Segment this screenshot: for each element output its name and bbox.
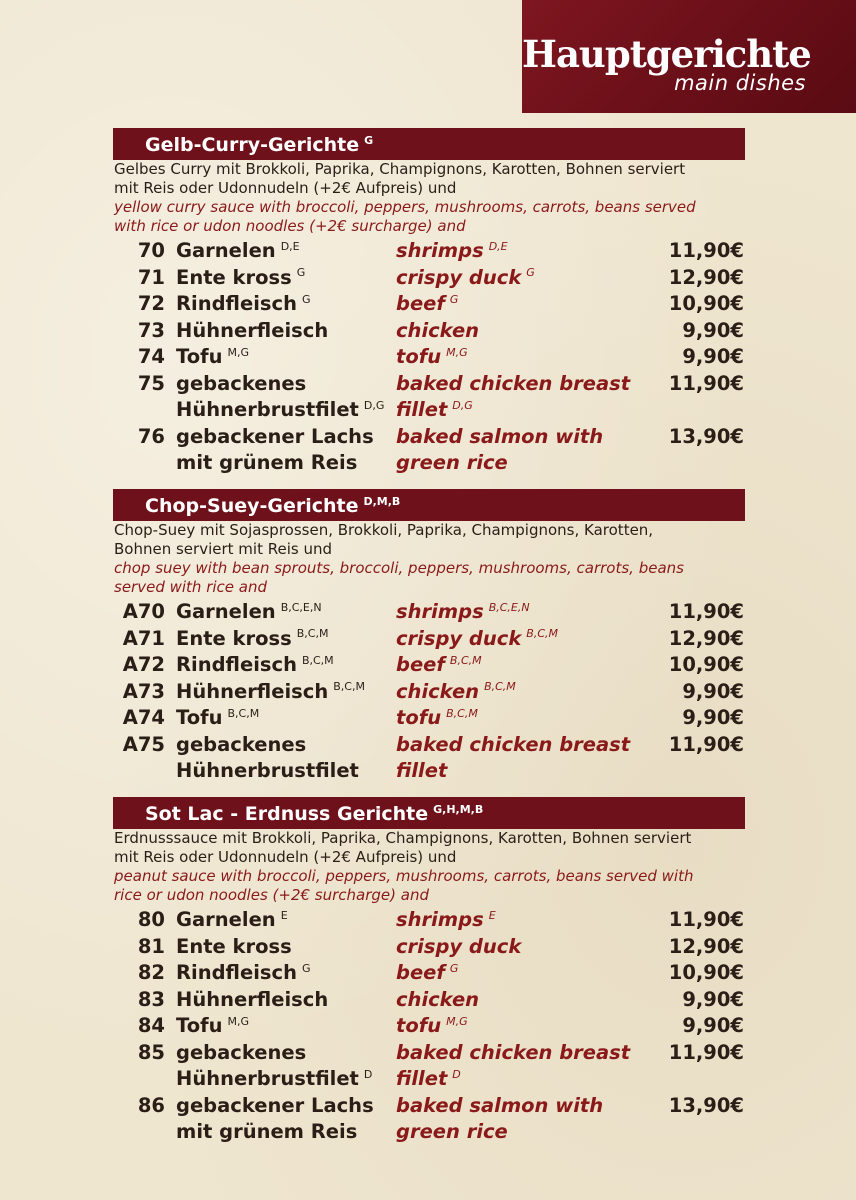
item-price: 9,90€ (682, 679, 744, 703)
menu-item (113, 987, 745, 1014)
item-name-en: baked chicken breast fillet $^D$ (396, 1040, 631, 1090)
menu-section-chop-suey (113, 489, 745, 785)
section-description-en: served with rice and (114, 578, 267, 596)
menu-item (113, 424, 745, 477)
allergen-codes: B,C,M (446, 706, 478, 720)
item-number: 86 (137, 1093, 165, 1117)
item-number: A75 (122, 732, 165, 756)
section-allergen-codes: G (364, 133, 374, 147)
item-name-de: Garnelen $^E$ (176, 908, 288, 931)
menu-item-list (113, 907, 745, 1146)
item-name-en: crispy duck $^{B,C,M}$ (396, 626, 559, 650)
item-price: 10,90€ (668, 961, 744, 984)
item-name-en: shrimps $^E$ (396, 908, 496, 931)
menu-item (113, 626, 745, 653)
section-description-de: mit Reis oder Udonnudeln (+2€ Aufpreis) und (114, 848, 457, 866)
item-name-de: gebackenes Hühnerbrustfilet $^{D,G}$ (176, 371, 385, 421)
menu-item (113, 1013, 745, 1040)
menu-item-list (113, 238, 745, 477)
item-name-en: beef $^G$ (396, 961, 459, 984)
item-name-en: shrimps $^{B,C,E,N}$ (396, 600, 530, 623)
item-number: 73 (137, 318, 165, 342)
menu-item (113, 934, 745, 961)
item-name-de: Ente kross (176, 934, 292, 958)
menu-item (113, 318, 745, 345)
item-name-en: chicken $^{B,C,M}$ (396, 679, 516, 703)
section-allergen-codes: D,M,B (363, 494, 401, 508)
item-name-en: baked chicken breast fillet (396, 732, 631, 782)
menu-item (113, 599, 745, 626)
item-number: A72 (122, 653, 165, 676)
item-number: 85 (137, 1040, 165, 1064)
section-description-en: yellow curry sauce with broccoli, peppers, mushrooms, carrots, beans served (114, 198, 696, 216)
allergen-codes: G (301, 292, 311, 306)
menu-item (113, 265, 745, 292)
allergen-codes: B,C,M (484, 680, 516, 693)
item-name-en: baked salmon with green rice (396, 424, 604, 474)
allergen-codes: E (488, 908, 496, 922)
item-number: A71 (122, 626, 165, 650)
item-name-de: Rindfleisch $^G$ (176, 961, 311, 984)
menu-item (113, 344, 745, 371)
item-name-en: chicken (396, 987, 480, 1011)
item-number: 70 (137, 239, 165, 262)
allergen-codes: D,G (452, 398, 473, 412)
item-price: 9,90€ (682, 318, 744, 342)
allergen-codes: G (526, 266, 535, 279)
item-price: 11,90€ (668, 239, 744, 262)
item-number: A73 (122, 679, 165, 703)
menu-item (113, 652, 745, 679)
item-price: 12,90€ (668, 934, 744, 958)
item-name-en: chicken (396, 318, 480, 342)
item-name-en: baked salmon with green rice (396, 1093, 604, 1143)
section-description-de: Erdnusssauce mit Brokkoli, Paprika, Champignons, Karotten, Bohnen serviert (114, 829, 692, 847)
allergen-codes: D,E (280, 239, 300, 253)
item-name-de: Ente kross $^G$ (176, 265, 306, 289)
section-title: Sot Lac - Erdnuss Gerichte $^{G,H,M,B}$ (145, 802, 484, 825)
menu-item-list (113, 599, 745, 785)
section-description-de: Bohnen serviert mit Reis und (114, 540, 332, 558)
item-price: 11,90€ (668, 600, 744, 623)
item-number: 84 (137, 1014, 165, 1037)
page-subtitle: main dishes (674, 71, 806, 95)
menu-item (113, 238, 745, 265)
allergen-codes: G (449, 961, 459, 975)
section-allergen-codes: G,H,M,B (433, 802, 484, 816)
item-name-de: gebackener Lachs mit grünem Reis (176, 1093, 374, 1143)
section-description-de: Chop-Suey mit Sojasprossen, Brokkoli, Paprika, Champignons, Karotten, (114, 521, 654, 539)
allergen-codes: B,C,M (333, 680, 365, 693)
item-number: 71 (137, 265, 165, 289)
item-name-de: Rindfleisch $^G$ (176, 292, 311, 315)
section-header-bar (113, 489, 745, 521)
header-banner (522, 0, 856, 113)
section-title: Chop-Suey-Gerichte $^{D,M,B}$ (145, 494, 401, 517)
item-name-de: Hühnerfleisch $^{B,C,M}$ (176, 679, 365, 703)
menu-item (113, 960, 745, 987)
item-number: 80 (137, 908, 165, 931)
section-description-en: with rice or udon noodles (+2€ surcharge) and (114, 217, 466, 235)
menu-item (113, 705, 745, 732)
item-price: 9,90€ (682, 706, 744, 729)
item-name-de: Garnelen $^{B,C,E,N}$ (176, 600, 322, 623)
item-number: 83 (137, 987, 165, 1011)
allergen-codes: M,G (446, 345, 468, 359)
item-price: 12,90€ (668, 265, 744, 289)
item-name-de: Ente kross $^{B,C,M}$ (176, 626, 329, 650)
item-number: 82 (137, 961, 165, 984)
allergen-codes: D,G (363, 398, 385, 412)
allergen-codes: G (296, 266, 306, 279)
allergen-codes: B,C,M (449, 653, 482, 667)
item-name-de: gebackenes Hühnerbrustfilet (176, 732, 359, 782)
allergen-codes: D,E (488, 239, 508, 253)
allergen-codes: B,C,M (526, 627, 559, 640)
item-name-en: shrimps $^{D,E}$ (396, 239, 508, 262)
allergen-codes: B,C,M (301, 653, 334, 667)
item-price: 10,90€ (668, 292, 744, 315)
item-name-de: gebackener Lachs mit grünem Reis (176, 424, 374, 474)
item-name-de: Tofu $^{B,C,M}$ (176, 706, 260, 729)
section-header-bar (113, 797, 745, 829)
item-price: 11,90€ (668, 371, 744, 395)
menu-section-peanut (113, 797, 745, 1146)
item-name-en: beef $^{B,C,M}$ (396, 653, 482, 676)
menu-item (113, 1040, 745, 1093)
item-number: 74 (137, 345, 165, 368)
item-price: 11,90€ (668, 908, 744, 931)
item-number: 72 (137, 292, 165, 315)
menu-item (113, 907, 745, 934)
item-name-de: Rindfleisch $^{B,C,M}$ (176, 653, 334, 676)
item-name-de: Tofu $^{M,G}$ (176, 1014, 249, 1037)
allergen-codes: M,G (227, 345, 249, 359)
section-description-en: peanut sauce with broccoli, peppers, mushrooms, carrots, beans served with (114, 867, 694, 885)
item-number: A70 (122, 600, 165, 623)
allergen-codes: D (363, 1067, 373, 1081)
item-name-en: tofu $^{B,C,M}$ (396, 706, 478, 729)
section-header-bar (113, 128, 745, 160)
section-description-de: Gelbes Curry mit Brokkoli, Paprika, Champignons, Karotten, Bohnen serviert (114, 160, 686, 178)
item-number: A74 (122, 706, 165, 729)
item-number: 81 (137, 934, 165, 958)
menu-item (113, 679, 745, 706)
item-name-de: Hühnerfleisch (176, 987, 329, 1011)
item-price: 12,90€ (668, 626, 744, 650)
item-name-de: Tofu $^{M,G}$ (176, 345, 249, 368)
allergen-codes: B,C,E,N (280, 600, 322, 614)
menu-section-yellow-curry (113, 128, 745, 477)
section-description-de: mit Reis oder Udonnudeln (+2€ Aufpreis) und (114, 179, 457, 197)
item-price: 11,90€ (668, 1040, 744, 1064)
allergen-codes: M,G (227, 1014, 249, 1028)
allergen-codes: B,C,E,N (488, 600, 530, 614)
section-description-en: rice or udon noodles (+2€ surcharge) and (114, 886, 429, 904)
item-name-de: gebackenes Hühnerbrustfilet $^D$ (176, 1040, 373, 1090)
item-name-en: crispy duck $^G$ (396, 265, 535, 289)
allergen-codes: G (449, 292, 459, 306)
item-price: 9,90€ (682, 1014, 744, 1037)
item-price: 9,90€ (682, 345, 744, 368)
item-name-en: tofu $^{M,G}$ (396, 345, 468, 368)
item-name-de: Hühnerfleisch (176, 318, 329, 342)
item-price: 9,90€ (682, 987, 744, 1011)
allergen-codes: B,C,M (296, 627, 329, 640)
item-name-en: beef $^G$ (396, 292, 459, 315)
allergen-codes: D (452, 1067, 461, 1081)
allergen-codes: M,G (446, 1014, 468, 1028)
allergen-codes: B,C,M (227, 706, 260, 720)
allergen-codes: G (301, 961, 311, 975)
item-name-de: Garnelen $^{D,E}$ (176, 239, 300, 262)
section-description-en: chop suey with bean sprouts, broccoli, peppers, mushrooms, carrots, beans (114, 559, 684, 577)
menu-item (113, 371, 745, 424)
item-price: 10,90€ (668, 653, 744, 676)
page-title: Hauptgerichte (522, 32, 811, 76)
item-name-en: tofu $^{M,G}$ (396, 1014, 468, 1037)
item-number: 76 (137, 424, 165, 448)
item-name-en: crispy duck (396, 934, 522, 958)
section-title: Gelb-Curry-Gerichte $^G$ (145, 133, 374, 156)
allergen-codes: E (280, 908, 288, 922)
item-number: 75 (137, 371, 165, 395)
menu-item (113, 291, 745, 318)
item-name-en: baked chicken breast fillet $^{D,G}$ (396, 371, 631, 421)
menu-item (113, 732, 745, 785)
item-price: 13,90€ (668, 1093, 744, 1117)
item-price: 11,90€ (668, 732, 744, 756)
menu-item (113, 1093, 745, 1146)
item-price: 13,90€ (668, 424, 744, 448)
